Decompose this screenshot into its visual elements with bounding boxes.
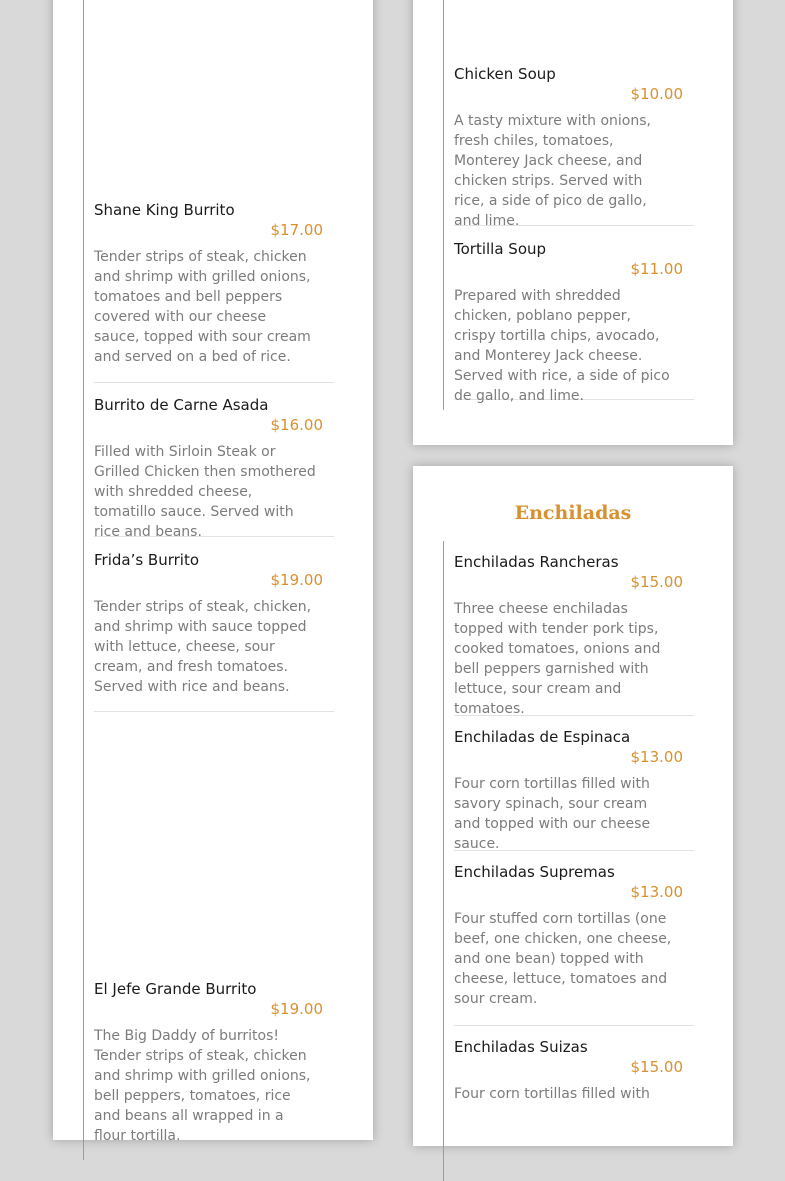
soups-menu-card [413,0,733,445]
item-name: Shane King Burrito [94,201,235,219]
burritos-item-list [83,0,334,1160]
item-price: $19.00 [270,1000,323,1018]
item-name: Burrito de Carne Asada [94,396,269,414]
item-description: Prepared with shredded chicken, poblano pepper, crispy tortilla chips, avocado, and Monterey Jack cheese. Served with rice, a side of pico de gallo, and lime. [454,288,670,404]
enchiladas-item-list [443,541,694,1181]
menu-item [454,65,694,229]
item-name: Chicken Soup [454,65,556,83]
item-name: Enchiladas de Espinaca [454,728,631,746]
menu-item [454,728,694,851]
menu-item [94,201,334,383]
item-price: $15.00 [630,573,683,591]
section-title: Enchiladas [514,502,632,524]
item-price: $17.00 [270,221,323,239]
item-name: Enchiladas Suizas [454,1038,588,1056]
menu-item [94,980,334,1144]
item-description: Tender strips of steak, chicken, and shrimp with sauce topped with lettuce, cheese, sour cream, and fresh tomatoes. Served with rice and beans. [94,599,312,695]
item-description: A tasty mixture with onions, fresh chiles, tomatoes, Monterey Jack cheese, and chicken strips. Served with rice, a side of pico de gallo, and lime. [454,113,651,229]
item-description: Four corn tortillas filled with [454,1086,650,1102]
soups-item-list [443,0,694,410]
item-price: $15.00 [630,1058,683,1076]
menu-item [454,1038,694,1158]
item-description: Filled with Sirloin Steak or Grilled Chicken then smothered with shredded cheese, tomatillo sauce. Served with rice and beans. [94,444,316,540]
item-description: The Big Daddy of burritos! Tender strips of steak, chicken and shrimp with grilled onions, bell peppers, tomatoes, rice and beans all wrapped in a flour tortilla. [94,1028,311,1144]
item-description: Tender strips of steak, chicken and shrimp with grilled onions, tomatoes and bell peppers covered with our cheese sauce, topped with sour cream and served on a bed of rice. [94,249,311,365]
item-price: $16.00 [270,416,323,434]
menu-item [94,396,334,540]
burritos-menu-card [53,0,373,1144]
menu-item [94,551,334,712]
item-price: $11.00 [630,260,683,278]
menu-item [454,240,694,404]
item-price: $10.00 [630,85,683,103]
item-price: $13.00 [630,883,683,901]
item-price: $13.00 [630,748,683,766]
item-description: Three cheese enchiladas topped with tender pork tips, cooked tomatoes, onions and bell peppers garnished with lettuce, sour cream and tomatoes. [454,601,661,717]
item-price: $19.00 [270,571,323,589]
menu-item [454,553,694,716]
item-description: Four stuffed corn tortillas (one beef, one chicken, one cheese, and one bean) topped with cheese, lettuce, tomatoes and sour cream. [454,911,672,1007]
item-description: Four corn tortillas filled with savory spinach, sour cream and topped with our cheese sauce. [454,776,651,852]
enchiladas-menu-card [413,466,733,1146]
item-name: Enchiladas Rancheras [454,553,619,571]
item-name: El Jefe Grande Burrito [94,980,257,998]
item-name: Enchiladas Supremas [454,863,615,881]
menu-item [454,863,694,1026]
item-name: Frida’s Burrito [94,551,200,569]
item-name: Tortilla Soup [454,240,547,258]
